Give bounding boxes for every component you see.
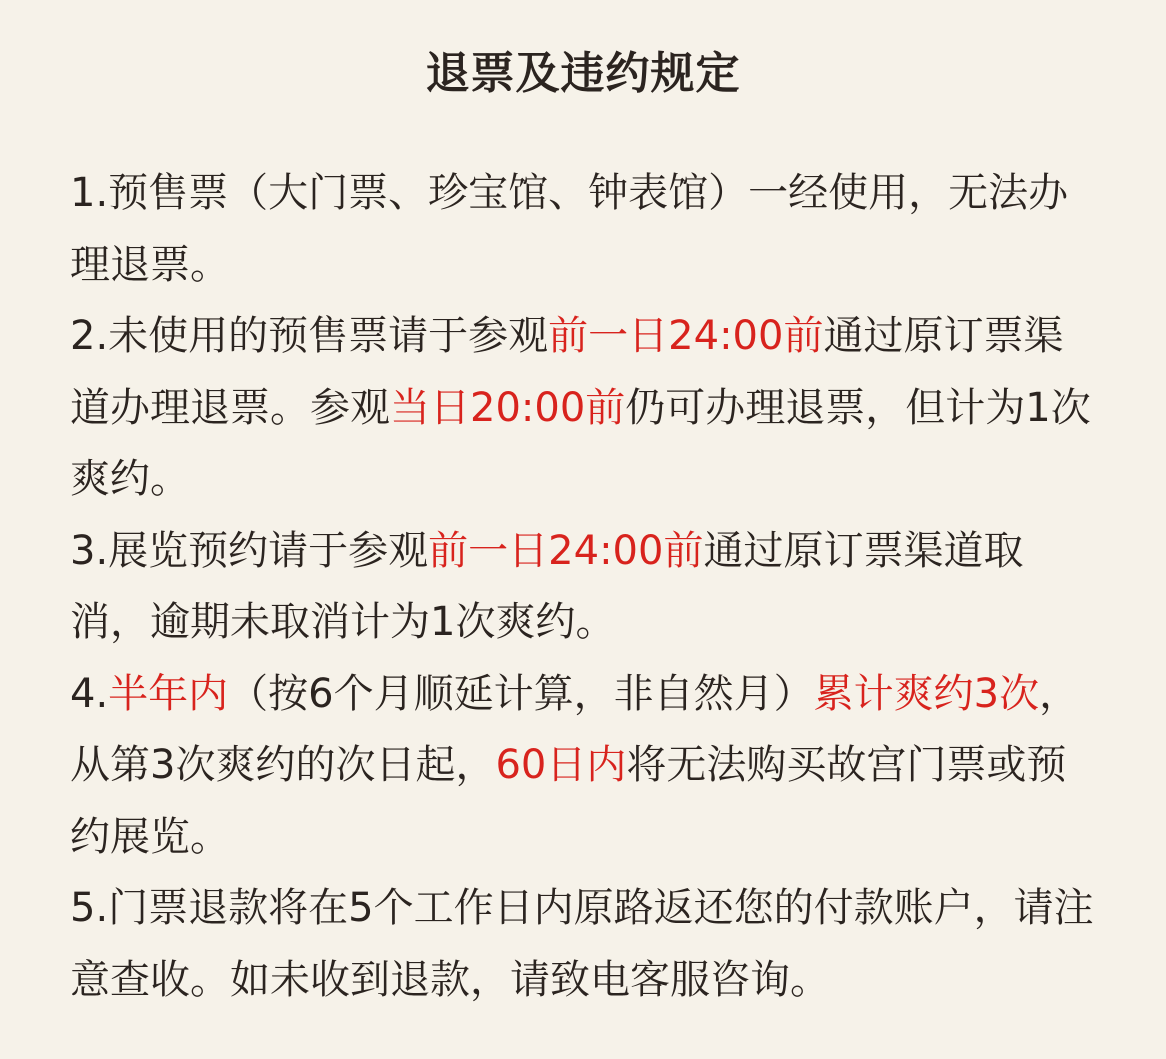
rule-text: 5.门票退款将在5个工作日内原路返还您的付款账户，请注意查收。如未收到退款，请致电客服咨询。 — [70, 885, 1094, 1003]
rule-text: 仍可办理退票，但计为1次爽约。 — [70, 384, 1091, 502]
rule-text: 1.预售票（大门票、珍宝馆、钟表馆）一经使用，无法办理退票。 — [70, 170, 1069, 288]
rule-text: 2.未使用的预售票请于参观 — [70, 313, 549, 359]
highlighted-text: 前一日24:00前 — [548, 313, 824, 359]
rule-text: ，从第3次爽约的次日起， — [70, 670, 1080, 788]
rule-text: 通过原订票渠道办理退票。参观 — [70, 313, 1064, 431]
highlighted-text: 半年内 — [108, 670, 229, 717]
rule-text: 4. — [70, 670, 109, 717]
highlighted-text: 当日20:00前 — [390, 384, 626, 431]
rule-item-2 — [70, 301, 1096, 516]
rule-text: 通过原订票渠道取消，逾期未取消计为1次爽约。 — [70, 527, 1024, 645]
page-title: 退票及违约规定 — [425, 48, 741, 99]
rule-item-5 — [70, 873, 1096, 1016]
rules-list — [70, 158, 1096, 1016]
rule-item-3 — [70, 516, 1096, 659]
rule-text: （按6个月顺延计算，非自然月） — [228, 670, 814, 717]
highlighted-text: 60日内 — [495, 742, 627, 788]
rule-item-4 — [70, 659, 1096, 874]
rule-item-1 — [70, 158, 1096, 301]
rule-text: 3.展览预约请于参观 — [70, 527, 429, 574]
highlighted-text: 前一日24:00前 — [428, 527, 704, 574]
rule-text: 将无法购买故宫门票或预约展览。 — [70, 742, 1067, 860]
highlighted-text: 累计爽约3次 — [813, 670, 1040, 717]
